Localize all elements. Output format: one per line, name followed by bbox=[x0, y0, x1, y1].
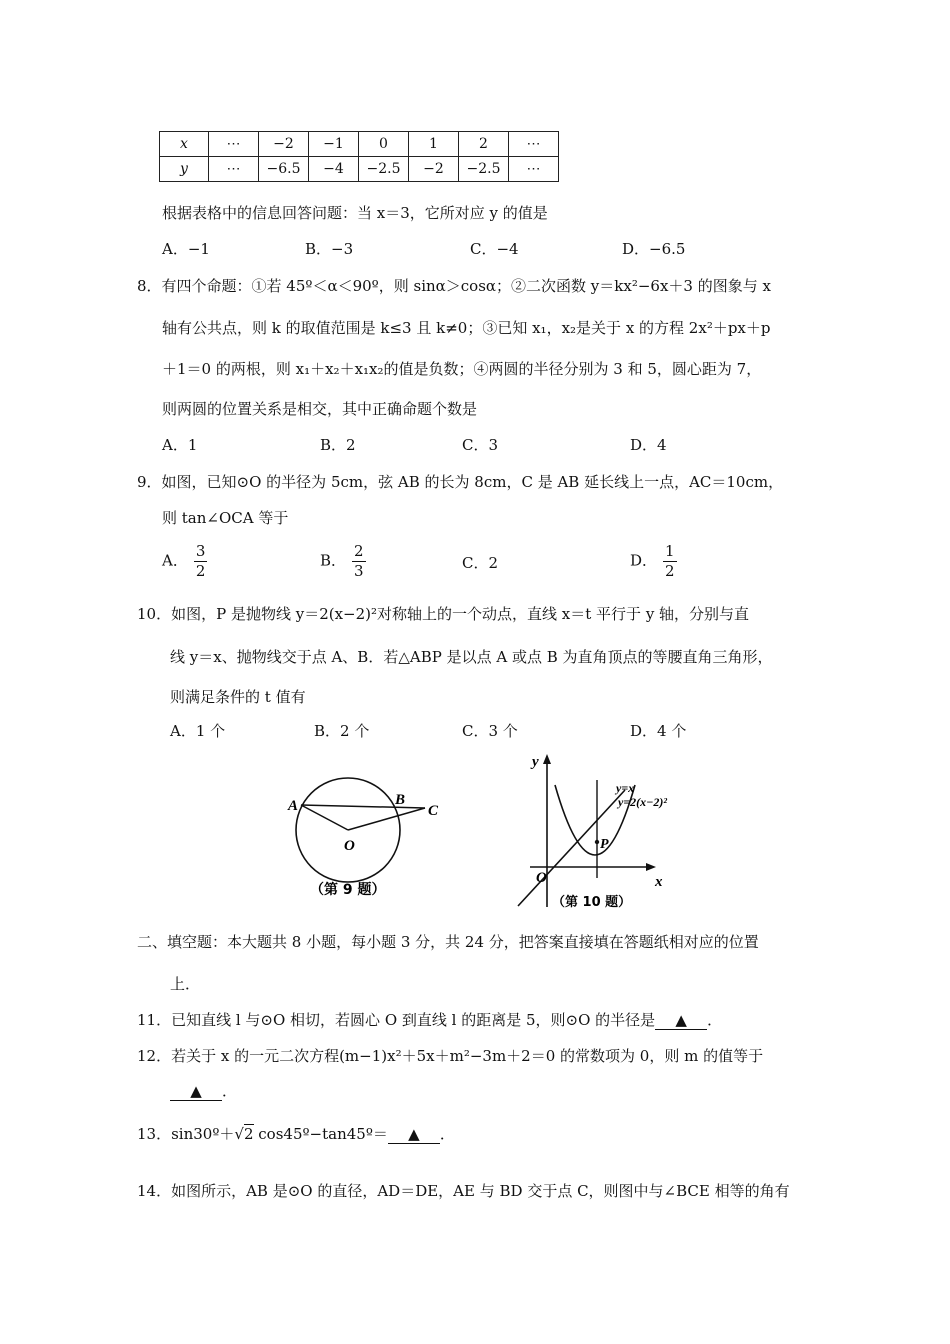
figure-9-caption: （第 9 题） bbox=[310, 882, 386, 898]
table-cell: −2.5 bbox=[359, 157, 409, 182]
answer-blank[interactable] bbox=[388, 1125, 440, 1144]
q8-line-3: ＋1＝0 的两根，则 x₁＋x₂＋x₁x₂的值是负数；④两圆的半径分别为 3 和 5，圆心距为 7， bbox=[162, 360, 762, 378]
section-2-heading-cont: 上． bbox=[170, 975, 201, 993]
section-2-heading: 二、填空题：本大题共 8 小题，每小题 3 分，共 24 分，把答案直接填在答题纸相对应的位置 bbox=[137, 933, 759, 951]
table-cell: −2 bbox=[409, 157, 459, 182]
table-cell: −6.5 bbox=[259, 157, 309, 182]
table-cell: 2 bbox=[459, 132, 509, 157]
q7-option-d: D．−6.5 bbox=[622, 240, 686, 258]
q12-line-1: 12．若关于 x 的一元二次方程(m−1)x²＋5x＋m²−3m＋2＝0 的常数项为 0，则 m 的值等于 bbox=[137, 1047, 764, 1065]
q9-line-2: 则 tan∠OCA 等于 bbox=[162, 509, 289, 527]
q8-option-b: B．2 bbox=[320, 436, 356, 454]
q12-line-2 bbox=[170, 1080, 237, 1101]
label-c: C bbox=[428, 803, 439, 819]
table-cell: ⋯ bbox=[509, 157, 559, 182]
value-table bbox=[159, 131, 559, 182]
q8-line-4: 则两圆的位置关系是相交，其中正确命题个数是 bbox=[162, 400, 478, 418]
figure-9 bbox=[280, 760, 460, 910]
label-parabola: y=2(x−2)² bbox=[618, 795, 668, 809]
table-row-y bbox=[160, 157, 559, 182]
q8-line-1: 8．有四个命题：①若 45º＜α＜90º，则 sinα＞cosα；②二次函数 y＝kx²−6x＋3 的图象与 x bbox=[137, 277, 771, 295]
denominator: 2 bbox=[665, 562, 675, 580]
q13-end: ． bbox=[439, 1125, 455, 1143]
q13-prefix: 13．sin30º＋ bbox=[137, 1125, 235, 1143]
q8-option-d: D．4 bbox=[630, 436, 667, 454]
table-cell: ⋯ bbox=[209, 132, 259, 157]
y-axis-arrow bbox=[543, 754, 551, 764]
sqrt: √2 bbox=[234, 1125, 254, 1143]
q13-suffix: cos45º−tan45º＝ bbox=[258, 1125, 388, 1143]
table-cell: −4 bbox=[309, 157, 359, 182]
q10-option-b: B．2 个 bbox=[314, 722, 370, 740]
numerator: 2 bbox=[354, 542, 364, 560]
label-o: O bbox=[536, 870, 547, 886]
answer-mark: ▲ bbox=[675, 1011, 687, 1029]
table-cell: 0 bbox=[359, 132, 409, 157]
table-cell: y bbox=[160, 157, 209, 182]
x-axis-arrow bbox=[646, 863, 656, 871]
q8-option-c: C．3 bbox=[462, 436, 499, 454]
q7-option-a: A．−1 bbox=[162, 240, 210, 258]
answer-mark: ▲ bbox=[408, 1125, 420, 1143]
table-row-x bbox=[160, 132, 559, 157]
segment-oa bbox=[301, 805, 348, 830]
q9-option-a bbox=[162, 544, 207, 579]
table-cell: −2 bbox=[259, 132, 309, 157]
table-cell: ⋯ bbox=[209, 157, 259, 182]
q10-line-2: 线 y＝x、抛物线交于点 A、B．若△ABP 是以点 A 或点 B 为直角顶点的等腰直角三角形， bbox=[170, 648, 773, 666]
q10-option-a: A．1 个 bbox=[170, 722, 226, 740]
label-x: x bbox=[655, 874, 663, 890]
table-cell: ⋯ bbox=[509, 132, 559, 157]
label-b: B bbox=[395, 792, 406, 808]
denominator: 2 bbox=[195, 562, 206, 580]
label-o: O bbox=[344, 838, 355, 854]
q9-line-1: 9．如图，已知⊙O 的半径为 5cm，弦 AB 的长为 8cm，C 是 AB 延长线上一点，AC＝10cm， bbox=[137, 473, 784, 491]
denominator: 3 bbox=[354, 562, 364, 580]
numerator: 3 bbox=[195, 542, 206, 560]
label-a: A bbox=[288, 798, 299, 814]
answer-mark: ▲ bbox=[190, 1082, 202, 1100]
line-y-equals-x bbox=[518, 790, 625, 906]
q10-line-3: 则满足条件的 t 值有 bbox=[170, 688, 306, 706]
point-p bbox=[595, 840, 599, 844]
q10-option-c: C．3 个 bbox=[462, 722, 518, 740]
label-y: y bbox=[532, 754, 539, 770]
q9-option-b-label: B． bbox=[320, 551, 347, 570]
q10-line-1: 10．如图，P 是抛物线 y＝2(x−2)²对称轴上的一个动点，直线 x＝t 平行于 y 轴，分别与直 bbox=[137, 605, 750, 623]
q9-option-c: C．2 bbox=[462, 554, 499, 572]
q7-option-b: B．−3 bbox=[305, 240, 354, 258]
q10-option-d: D．4 个 bbox=[630, 722, 687, 740]
q9-option-d-label: D． bbox=[630, 551, 658, 570]
fraction bbox=[352, 544, 366, 579]
fraction bbox=[194, 544, 208, 579]
answer-blank[interactable] bbox=[170, 1082, 222, 1101]
q9-option-a-label: A． bbox=[162, 551, 188, 570]
segment-oc bbox=[348, 808, 425, 830]
q11 bbox=[137, 1009, 722, 1030]
q13 bbox=[137, 1117, 455, 1144]
radicand: 2 bbox=[243, 1125, 254, 1143]
table-cell: 1 bbox=[409, 132, 459, 157]
line-ac bbox=[301, 805, 425, 808]
q9-option-d bbox=[630, 544, 677, 579]
label-p: P bbox=[600, 837, 609, 852]
fraction bbox=[663, 544, 677, 579]
q7-option-c: C．−4 bbox=[470, 240, 519, 258]
q12-end: ． bbox=[222, 1082, 238, 1100]
figure-10-caption: （第 10 题） bbox=[552, 895, 632, 910]
figure-10 bbox=[500, 750, 720, 915]
table-cell: −1 bbox=[309, 132, 359, 157]
answer-blank[interactable] bbox=[655, 1011, 707, 1030]
q8-line-2: 轴有公共点，则 k 的取值范围是 k≤3 且 k≠0；③已知 x₁，x₂是关于 x 的方程 2x²＋px＋p bbox=[162, 319, 771, 337]
label-line: y=x bbox=[616, 781, 635, 795]
numerator: 1 bbox=[665, 542, 675, 560]
q14: 14．如图所示，AB 是⊙O 的直径，AD＝DE，AE 与 BD 交于点 C，则图中与∠BCE 相等的角有 bbox=[137, 1182, 790, 1200]
q7-stem: 根据表格中的信息回答问题：当 x＝3，它所对应 y 的值是 bbox=[162, 204, 548, 222]
q9-option-b bbox=[320, 544, 366, 579]
q11-text: 11．已知直线 l 与⊙O 相切，若圆心 O 到直线 l 的距离是 5，则⊙O 的半径是 bbox=[137, 1011, 656, 1029]
q8-option-a: A．1 bbox=[162, 436, 198, 454]
table-cell: −2.5 bbox=[459, 157, 509, 182]
q11-end: ． bbox=[707, 1011, 723, 1029]
table-cell: x bbox=[160, 132, 209, 157]
